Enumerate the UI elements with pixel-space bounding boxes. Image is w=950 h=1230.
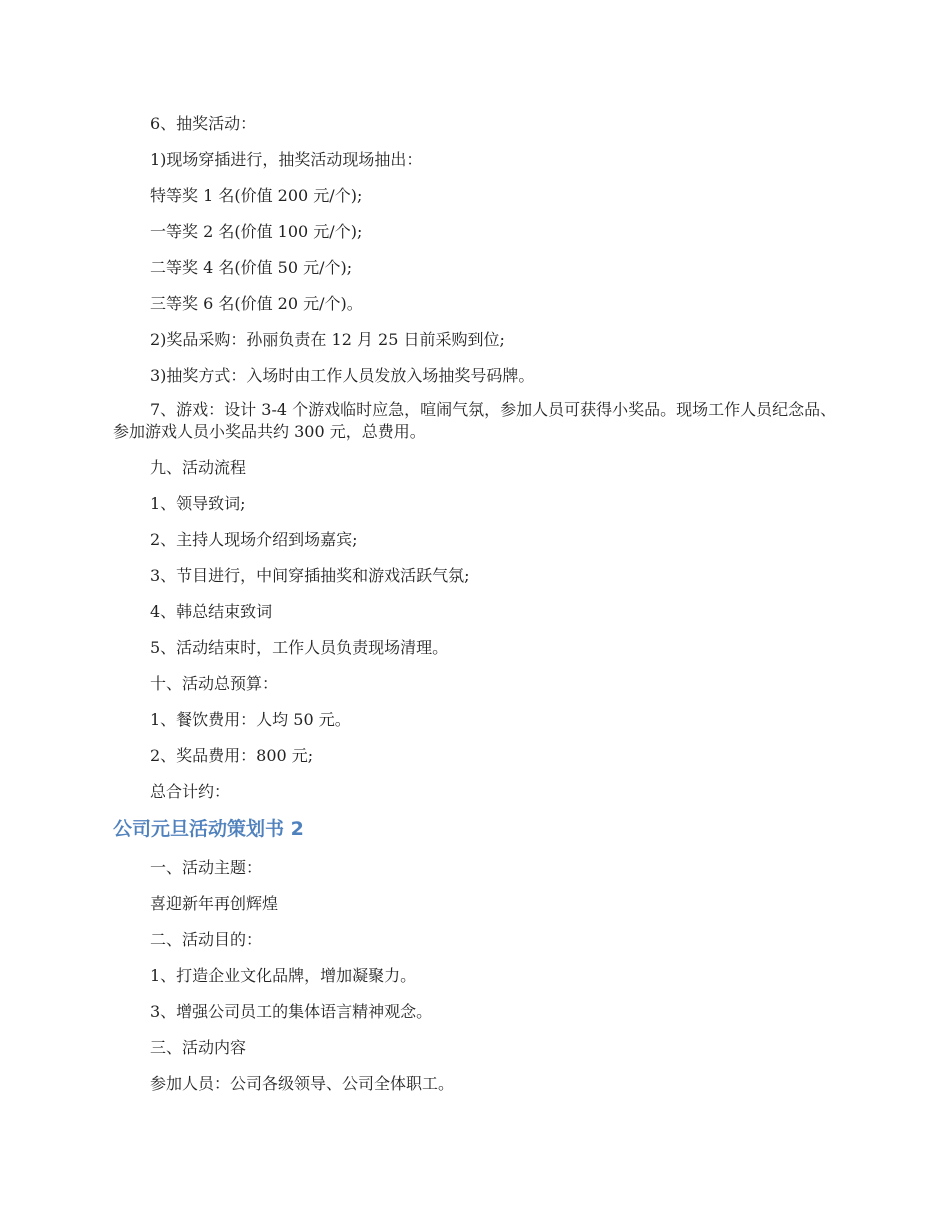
paragraph-purpose-title: 二、活动目的： <box>150 930 263 949</box>
section-heading: 公司元旦活动策划书 2 <box>113 818 304 840</box>
paragraph-purpose-3: 3、增强公司员工的集体语言精神观念。 <box>150 1002 433 1021</box>
paragraph-flow-4: 4、韩总结束致词 <box>150 602 273 621</box>
paragraph-lottery-onsite: 1)现场穿插进行，抽奖活动现场抽出： <box>150 150 423 169</box>
paragraph-budget-total: 总合计约： <box>150 782 231 801</box>
paragraph-flow-5: 5、活动结束时，工作人员负责现场清理。 <box>150 638 449 657</box>
paragraph-special-prize: 特等奖 1 名(价值 200 元/个); <box>150 186 363 205</box>
paragraph-budget-catering: 1、餐饮费用：人均 50 元。 <box>150 710 351 729</box>
paragraph-flow-3: 3、节目进行，中间穿插抽奖和游戏活跃气氛; <box>150 566 470 585</box>
paragraph-lottery-method: 3)抽奖方式：入场时由工作人员发放入场抽奖号码牌。 <box>150 366 535 385</box>
paragraph-theme: 喜迎新年再创辉煌 <box>150 894 279 913</box>
paragraph-purpose-1: 1、打造企业文化品牌，增加凝聚力。 <box>150 966 417 985</box>
paragraph-lottery-title: 6、抽奖活动： <box>150 114 257 133</box>
paragraph-flow-title: 九、活动流程 <box>150 458 247 477</box>
paragraph-theme-title: 一、活动主题： <box>150 858 263 877</box>
paragraph-first-prize: 一等奖 2 名(价值 100 元/个); <box>150 222 363 241</box>
paragraph-budget-title: 十、活动总预算： <box>150 674 279 693</box>
paragraph-content-title: 三、活动内容 <box>150 1038 247 1057</box>
paragraph-participants: 参加人员：公司各级领导、公司全体职工。 <box>150 1074 455 1093</box>
paragraph-games: 7、游戏：设计 3-4 个游戏临时应急，喧闹气氛，参加人员可获得小奖品。现场工作人员纪念品、参加游戏人员小奖品共约 300 元，总费用。 <box>113 400 837 441</box>
paragraph-second-prize: 二等奖 4 名(价值 50 元/个); <box>150 258 353 277</box>
paragraph-flow-1: 1、领导致词; <box>150 494 246 513</box>
paragraph-budget-prizes: 2、奖品费用：800 元; <box>150 746 314 765</box>
paragraph-prize-purchase: 2)奖品采购：孙丽负责在 12 月 25 日前采购到位; <box>150 330 505 349</box>
paragraph-flow-2: 2、主持人现场介绍到场嘉宾; <box>150 530 358 549</box>
paragraph-third-prize: 三等奖 6 名(价值 20 元/个)。 <box>150 294 363 313</box>
